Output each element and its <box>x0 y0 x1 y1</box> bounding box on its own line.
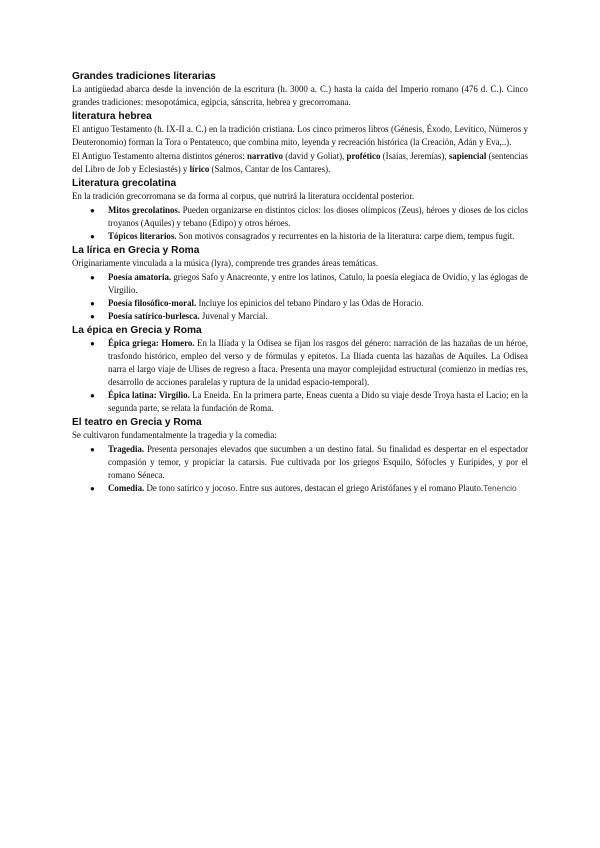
list-item <box>72 271 528 297</box>
bold-term: Épica griega: Homero. <box>108 338 195 348</box>
bold-term: Mitos grecolatinos. <box>108 205 181 215</box>
text: La Eneida. En la primera parte, Eneas cuenta a Dido su viaje desde Troya hasta el Lacio; en la segunda parte, se relata la fundación de Roma. <box>108 390 528 413</box>
bold-term: Tópicos literarios. <box>108 231 177 241</box>
text: Son motivos consagrados y recurrentes en la historia de la literatura: carpe diem, tempus fugit. <box>176 231 515 241</box>
section-heading-teatro: El teatro en Grecia y Roma <box>72 417 202 428</box>
text: Tenencio <box>483 483 517 493</box>
text: griegos Safo y Anacreonte, y entre los latinos, Catulo, la poesía elegíaca de Ovidio, y las églogas de Virgilio. <box>108 272 528 295</box>
list-item <box>72 389 528 415</box>
section-heading-epica: La épica en Grecia y Roma <box>72 325 202 336</box>
text: Pueden organizarse en distintos ciclos: los dioses olímpicos (Zeus), héroes y dioses de los ciclos troyanos (Aquiles) y tebano (Edipo) y otros héroes. <box>108 205 528 228</box>
text: (Isaías, Jeremías), <box>380 151 449 161</box>
list-item <box>72 310 528 323</box>
text: (david y Goliat), <box>283 151 347 161</box>
list-item <box>72 482 528 495</box>
document-page <box>72 70 528 496</box>
bullet-icon: ● <box>90 445 95 454</box>
bold-term: Poesía satírico-burlesca. <box>108 311 200 321</box>
paragraph-lirica-intro: Originariamente vinculada a la música (lyra), comprende tres grandes áreas temáticas. <box>72 258 379 268</box>
bullet-list <box>72 337 528 415</box>
list-item <box>72 297 528 310</box>
bullet-icon: ● <box>90 339 95 348</box>
list-item <box>72 337 528 389</box>
bold-term: profético <box>346 151 381 161</box>
text: Juvenal y Marcial. <box>199 311 268 321</box>
text: (sentencias del Libro de Job y Eclesiastés) y <box>72 151 528 174</box>
bullet-icon: ● <box>90 273 95 282</box>
section-heading-grandes-tradiciones: Grandes tradiciones literarias <box>72 71 216 82</box>
paragraph-teatro-intro: Se cultivaron fundamentalmente la tragedia y la comedia: <box>72 430 277 440</box>
bullet-list <box>72 204 528 243</box>
bold-term: lírico <box>189 164 210 174</box>
bold-term: narrativo <box>247 151 283 161</box>
text: De tono satírico y jocoso. Entre sus autores, destacan el griego Aristófanes y el romano Plauto. <box>144 483 484 493</box>
paragraph-antiguedad: La antigüedad abarca desde la invención de la escritura (h. 3000 a. C.) hasta la caída del Imperio romano (476 d. C.). Cinco grandes tradiciones: mesopotámica, egipcia, sánscrita, hebrea y grecorromana. <box>72 84 528 107</box>
bullet-icon: ● <box>90 391 95 400</box>
bullet-icon: ● <box>90 484 95 493</box>
section-heading-lirica: La lírica en Grecia y Roma <box>72 245 200 256</box>
bold-term: Poesía filosófico-moral. <box>108 298 197 308</box>
bold-term: Poesía amatoria. <box>108 272 172 282</box>
bullet-icon: ● <box>90 299 95 308</box>
bold-term: Tragedia. <box>108 444 145 454</box>
list-item <box>72 204 528 230</box>
list-item <box>72 230 528 243</box>
text: En la Ilíada y la Odisea se fijan los rasgos del género: narración de las hazañas de un héroe, trasfondo histórico, empleo del verso y de fórmulas y epítetos. La Ilíada cuenta las hazañas de Aquiles. La Odisea narra el largo viaje de Ulises de regreso a Ítaca. Presenta una mayor complejidad estructural (comienzo in medias res, desarrollo de acciones paralelas y ruptura de la unidad espacio-temporal). <box>108 338 528 387</box>
bullet-icon: ● <box>90 232 95 241</box>
text: El Antiguo Testamento alterna distintos géneros: <box>72 151 247 161</box>
text: (Salmos, Cantar de los Cantares). <box>209 164 331 174</box>
paragraph-antiguo-testamento: El antiguo Testamento (h. IX-II a. C.) en la tradición cristiana. Los cinco primeros libros (Génesis, Éxodo, Levítico, Números y Deuteronomio) forman la Tora o Pentateuco, que combina mito, leyenda y recreación histórica (la Creación, Adán y Eva,..). <box>72 124 528 147</box>
bullet-icon: ● <box>90 312 95 321</box>
list-item <box>72 443 528 482</box>
paragraph-tradicion-grecorromana: En la tradición grecorromana se da forma al corpus, que nutrirá la literatura occidental posterior. <box>72 191 415 201</box>
bullet-list <box>72 443 528 495</box>
section-heading-literatura-hebrea: literatura hebrea <box>72 111 152 122</box>
bold-term: Comedia. <box>108 483 145 493</box>
text: Incluye los epinicios del tebano Píndaro y las Odas de Horacio. <box>196 298 424 308</box>
section-heading-literatura-grecolatina: Literatura grecolatina <box>72 178 177 189</box>
bold-term: Épica latina: Virgilio. <box>108 390 190 400</box>
bullet-icon: ● <box>90 206 95 215</box>
bold-term: sapiencial <box>448 151 487 161</box>
bullet-list <box>72 271 528 323</box>
paragraph-generos <box>72 150 528 176</box>
text: Presenta personajes elevados que sucumben a un destino fatal. Su finalidad es despertar en el espectador compasión y temor, y propiciar la catarsis. Fue cultivada por los griegos Esquilo, Sófocles y Eurípides, y por el romano Séneca. <box>108 444 528 480</box>
